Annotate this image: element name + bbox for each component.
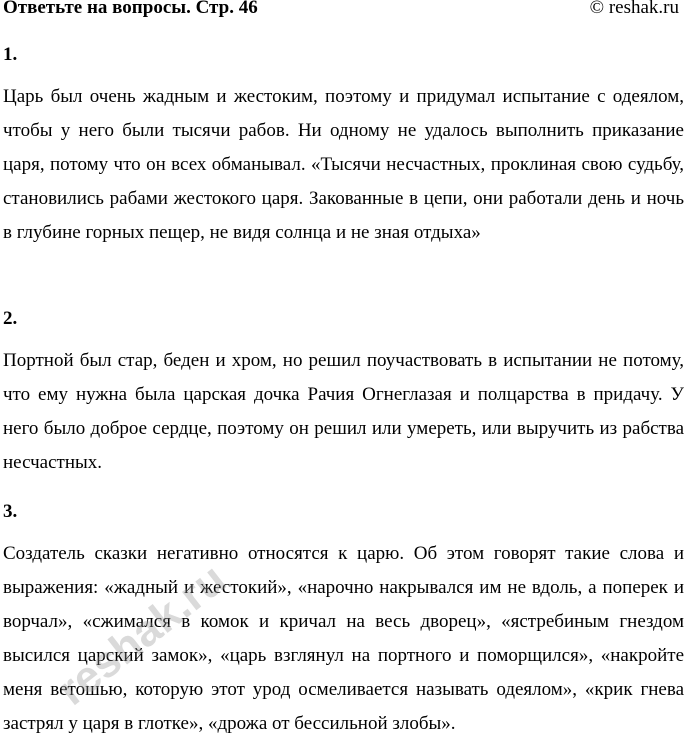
source-credit: © reshak.ru [589, 0, 679, 18]
answer-number: 3. [3, 501, 18, 522]
page-header [3, 0, 679, 20]
page-title: Ответьте на вопросы. Стр. 46 [3, 0, 258, 18]
answer-number: 1. [3, 44, 18, 65]
answer-paragraph: Царь был очень жадным и жестоким, поэтому и придумал испытание с одеялом, чтобы у него были тысячи рабов. Ни одному не удалось выполнить приказание царя, потому что он всех обманывал. «Тысячи несчастных, проклиная свою судьбу, становились рабами жестокого царя. Закованные в цепи, они работали день и ночь в глубине горных пещер, не видя солнца и не зная отдыха» [3, 86, 684, 243]
answer-paragraph: Создатель сказки негативно относятся к царю. Об этом говорят такие слова и выражения: «жадный и жестокий», «нарочно накрывался им не вдоль, а поперек и ворчал», «сжимался в комок и кричал на весь дворец», «ястребиным гнездом высился царский замок», «царь взглянул на портного и поморщился», «накройте меня ветошью, которую этот урод осмеливается называть одеялом», «крик гнева застрял у царя в глотке», «дрожа от бессильной злобы». [3, 543, 684, 734]
answer-paragraph: Портной был стар, беден и хром, но решил поучаствовать в испытании не потому, что ему нужна была царская дочка Рачия Огнеглазая и полцарства в придачу. У него было доброе сердце, поэтому он решил или умереть, или выручить из рабства несчастных. [3, 350, 684, 473]
answer-number: 2. [3, 308, 18, 329]
watermark-logo: reshak.ru [48, 554, 235, 715]
